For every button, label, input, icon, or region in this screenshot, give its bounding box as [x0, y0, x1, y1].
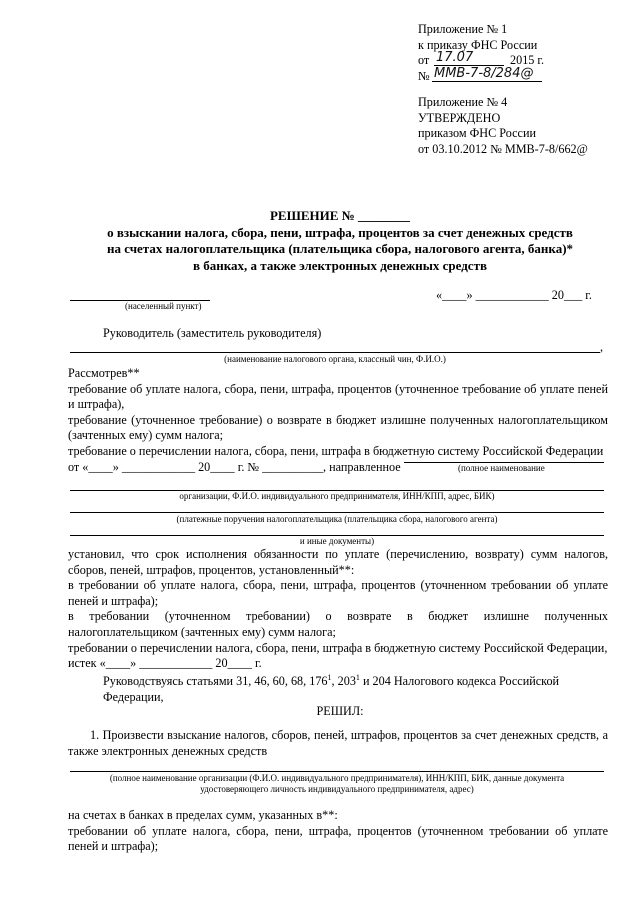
guided-suffix: и 204 Налогового кодекса Российской Федерации, [103, 674, 560, 704]
year-suffix: 2015 г. [510, 53, 545, 68]
established-item-1: в требовании об уплате налога, сбора, пени, штрафа, процентов (уточненном требовании об уплате пеней и штрафа); [68, 578, 608, 608]
considered-item-3: требование о перечислении налога, сбора, пени, штрафа в бюджетную систему Российской Федерации [68, 444, 604, 459]
title-line-1: о взыскании налога, сбора, пени, штрафа, процентов за счет денежных средств [107, 224, 573, 240]
established-text: установил, что срок исполнения обязанности по уплате (перечислению, возврату) сумм налогов, сборов, пеней, штрафов, процентов, установленный**: [68, 547, 608, 577]
approved-label: УТВЕРЖДЕНО [418, 110, 501, 125]
document-title [60, 208, 620, 275]
established-item-2: в требовании (уточненном требовании) о возврате в бюджет излишне полученных налогоплательщиком (зачтенных ему) сумм налога; [68, 609, 608, 640]
guided-prefix: Руководствуясь статьями 31, 46, 60, 68, 176 [103, 674, 328, 688]
approved-by-order: приказом ФНС России [418, 126, 536, 141]
head-field[interactable] [70, 352, 600, 353]
decided-point-1: 1. Произвести взыскание налогов, сборов, пеней, штрафов, процентов за счет денежных средств, а также электронных денежных средств [68, 728, 608, 758]
guided-mid: , 203 [331, 674, 356, 688]
guided-sup-1: 1 [327, 672, 332, 682]
caption-other-docs: и иные документы) [299, 536, 375, 546]
appendix-4-block [418, 95, 628, 157]
decision-heading: РЕШЕНИЕ № ________ [269, 208, 411, 223]
head-caption: (наименование налогового органа, классный чин, Ф.И.О.) [224, 354, 446, 364]
established-item-3: требовании о перечислении налога, сбора, пени, штрафа в бюджетную систему Российской Федерации, [68, 640, 608, 655]
payment-orders-field[interactable] [70, 512, 604, 513]
number-underline [432, 81, 542, 82]
handwritten-date: 17.07 [436, 50, 474, 66]
handwritten-number: ММВ-7-8/284@ [434, 66, 534, 82]
title-line-3: в банках, а также электронных денежных средств [193, 257, 487, 273]
title-line-2: на счетах налогоплательщика (плательщика сбора, налогового агента, банка)* [106, 241, 574, 257]
appendix-4-label: Приложение № 4 [418, 95, 508, 109]
established-section [68, 547, 608, 672]
accounts-section [68, 808, 608, 855]
approved-order-date: от 03.10.2012 № ММВ-7-8/662@ [418, 141, 588, 156]
debtor-caption-1: (полное наименование организации (Ф.И.О. индивидуального предпринимателя), ИНН/КПП, БИК, данные документа [109, 773, 565, 783]
caption-organization: организации, Ф.И.О. индивидуального предпринимателя, ИНН/КПП, адрес, БИК) [179, 491, 495, 501]
head-label: Руководитель (заместитель руководителя) [103, 326, 322, 340]
appendix-1-label: Приложение № 1 [418, 22, 508, 36]
order-number-row [418, 66, 618, 85]
demand-text: требовании об уплате налога, сбора, пени, штрафа, процентов (уточненном требовании об уплате пеней и штрафа); [68, 823, 608, 854]
considered-date-line: от «____» ____________ 20____ г. № __________, направленное [68, 459, 401, 474]
number-prefix: № [418, 69, 430, 84]
date-prefix: от [418, 53, 430, 68]
place-caption: (населенный пункт) [125, 301, 202, 311]
accounts-text: на счетах в банках в пределах сумм, указанных в**: [68, 808, 338, 822]
caption-full-name: (полное наименование [458, 463, 545, 473]
debtor-field[interactable] [70, 771, 604, 772]
guided-sup-2: 1 [355, 672, 360, 682]
considered-item-1: требование об уплате налога, сбора, пени, штрафа, процентов (уточненное требование об уплате пеней и штрафа), [68, 381, 608, 412]
guided-paragraph [103, 674, 613, 705]
decided-heading: РЕШИЛ: [316, 704, 364, 718]
considered-section [68, 366, 608, 475]
considered-item-2: требование (уточненное требование) о возврате в бюджет излишне полученных налогоплательщиком (зачтенных ему) сумм налога; [68, 412, 608, 443]
head-comma: , [600, 340, 604, 354]
order-reference: к приказу ФНС России [418, 37, 538, 52]
considered-label: Рассмотрев** [68, 366, 140, 380]
established-expired: истек «____» ____________ 20____ г. [68, 656, 262, 671]
debtor-caption-2: удостоверяющего личность индивидуального предпринимателя, адрес) [200, 784, 474, 794]
appendix-1-block [418, 22, 618, 85]
decision-date: «____» ____________ 20___ г. [436, 288, 592, 302]
caption-payment-orders: (платежные поручения налогоплательщика (плательщика сбора, налогового агента) [176, 514, 498, 524]
